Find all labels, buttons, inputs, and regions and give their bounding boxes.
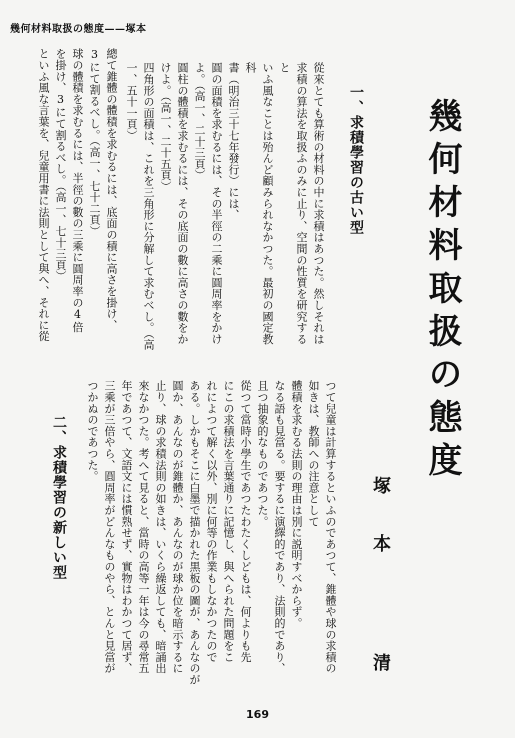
section-1-heading: 一、求積學習の古い型	[348, 85, 364, 235]
section-2-heading: 二、求積學習の新しい型	[51, 415, 67, 580]
author-name: 塚本 清	[370, 476, 391, 711]
section-1-body: 從來とても算術の材料の中に求積はあつた。然しそれは 求積の算法を取扱ふのみに止り、空間の性質を研究すると いふ風なことは殆んど顧みられなかつた。最初の國定教科 書（明治三十七年發行）には、 圓の面積を求むるには、その半徑の二乘に圓周率をかけ よ。（高一、二十三頁） 圓柱の體積を求むるには、その底面の數に高さの數をか けよ。（高一、二十五頁） 四角形の面積は、これを三角形に分解して求むべし。（高 一、五十一頁）	[125, 62, 325, 351]
section-2-body: つて兒童は計算するといふのであつて、錐體や球の求積の 如きは、教師への注意として 體積を求むる法則の理由は別に説明すべからず。 なる語も見當る。要するに演繹的であり、法則的であり、 且つ抽象的なものであつた。 從つて當時小學生であつたわたくしどもは、何よりも先 にこの求積法を言葉通りに記憶し、與へられた問題をこ れによつて解く以外、別に何等の作業もしなかつたので ある。しかもそこに白墨で描かれた黒板の圖が、あんなのが 圓か、あんなのが錐體か、あんなのが球か位を暗示するに 止り、球の求積法則の如きは、いくら繰返しても、暗誦出 來なかつた。考へて見ると、當時の高等一年は今の尋常五 年であつて、文語文には慣熟せず、實物はわかつて居ず、 三乘が三倍やら、圓周率がどんなものやら、とんと見當が つかぬのであつた。	[86, 380, 337, 686]
section-1-body-continued: 總て錐體の體積を求むるには、底面の積に高さを掛け、 3にて割るべし。（高一、七十二頁） 球の體積を求むるには、半徑の數の三乘に圓周率の4倍 を掛け、3にて割るべし。（高一、七十三頁） といふ風な言葉を、兒童用書に法則として與へ、それに從	[37, 48, 118, 342]
article-title: 幾何材料取扱の態度	[422, 98, 462, 485]
page-number: 169	[246, 708, 269, 721]
running-head: 幾何材料取扱の態度——塚本	[10, 24, 147, 35]
